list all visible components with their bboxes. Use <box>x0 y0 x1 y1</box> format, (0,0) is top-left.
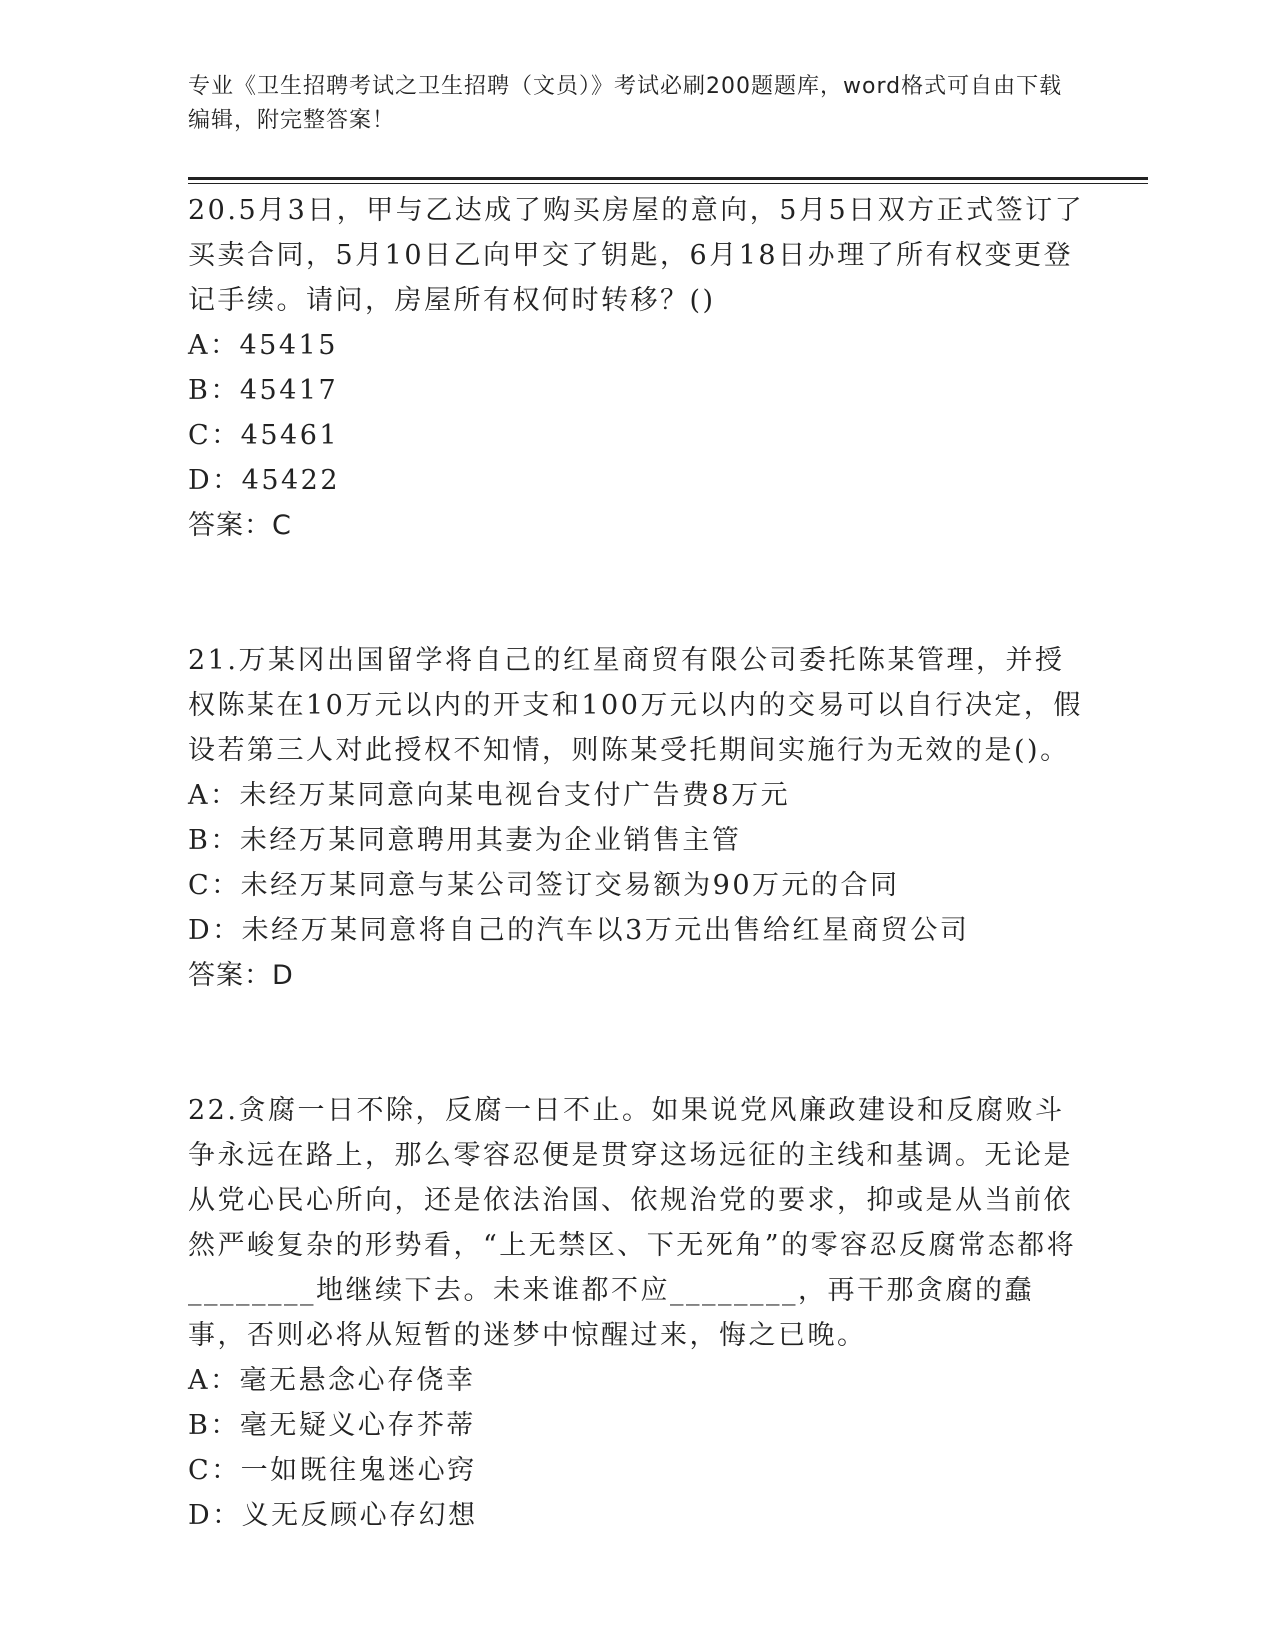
option-d: D：未经万某同意将自己的汽车以3万元出售给红星商贸公司 <box>188 915 970 946</box>
header-title: 专业《卫生招聘考试之卫生招聘（文员）》考试必刷200题题库，word格式可自由下载编辑，附完整答案！ <box>188 74 1063 133</box>
option-b: B：毫无疑义心存芥蒂 <box>188 1410 476 1441</box>
question-text: 22.贪腐一日不除，反腐一日不止。如果说党风廉政建设和反腐败斗争永远在路上，那么零容忍便是贯穿这场远征的主线和基调。无论是从党心民心所向，还是依法治国、依规治党的要求，抑或是从当前依然严峻复杂的形势看，“上无禁区、下无死角”的零容忍反腐常态都将________地继续下去。未来谁都不应________，再干那贪腐的蠢事，否则必将从短暂的迷梦中惊醒过来，悔之已晚。 <box>188 1095 1077 1351</box>
question-text: 21.万某冈出国留学将自己的红星商贸有限公司委托陈某管理，并授权陈某在10万元以内的开支和100万元以内的交易可以自行决定，假设若第三人对此授权不知情，则陈某受托期间实施行为无效的是()。 <box>188 645 1083 766</box>
answer-line: 答案：D <box>188 960 294 991</box>
spacer <box>188 548 1088 638</box>
document-header <box>188 70 1068 138</box>
question-21 <box>188 638 1088 998</box>
option-d: D：义无反顾心存幻想 <box>188 1500 478 1531</box>
question-list <box>188 188 1088 1538</box>
question-22 <box>188 1088 1088 1538</box>
option-c: C：一如既往鬼迷心窍 <box>188 1455 477 1486</box>
option-a: A：毫无悬念心存侥幸 <box>188 1365 476 1396</box>
option-a: A：未经万某同意向某电视台支付广告费8万元 <box>188 780 791 811</box>
question-20 <box>188 188 1088 548</box>
header-rule-thin <box>188 183 1148 184</box>
option-a: A：45415 <box>188 330 338 361</box>
question-text: 20.5月3日，甲与乙达成了购买房屋的意向，5月5日双方正式签订了买卖合同，5月10日乙向甲交了钥匙，6月18日办理了所有权变更登记手续。请问，房屋所有权何时转移？() <box>188 195 1085 316</box>
spacer <box>188 998 1088 1088</box>
option-d: D：45422 <box>188 465 341 496</box>
header-rule-thick <box>188 177 1148 180</box>
option-b: B：未经万某同意聘用其妻为企业销售主管 <box>188 825 742 856</box>
answer-line: 答案：C <box>188 510 292 541</box>
option-c: C：未经万某同意与某公司签订交易额为90万元的合同 <box>188 870 900 901</box>
option-c: C：45461 <box>188 420 340 451</box>
option-b: B：45417 <box>188 375 339 406</box>
